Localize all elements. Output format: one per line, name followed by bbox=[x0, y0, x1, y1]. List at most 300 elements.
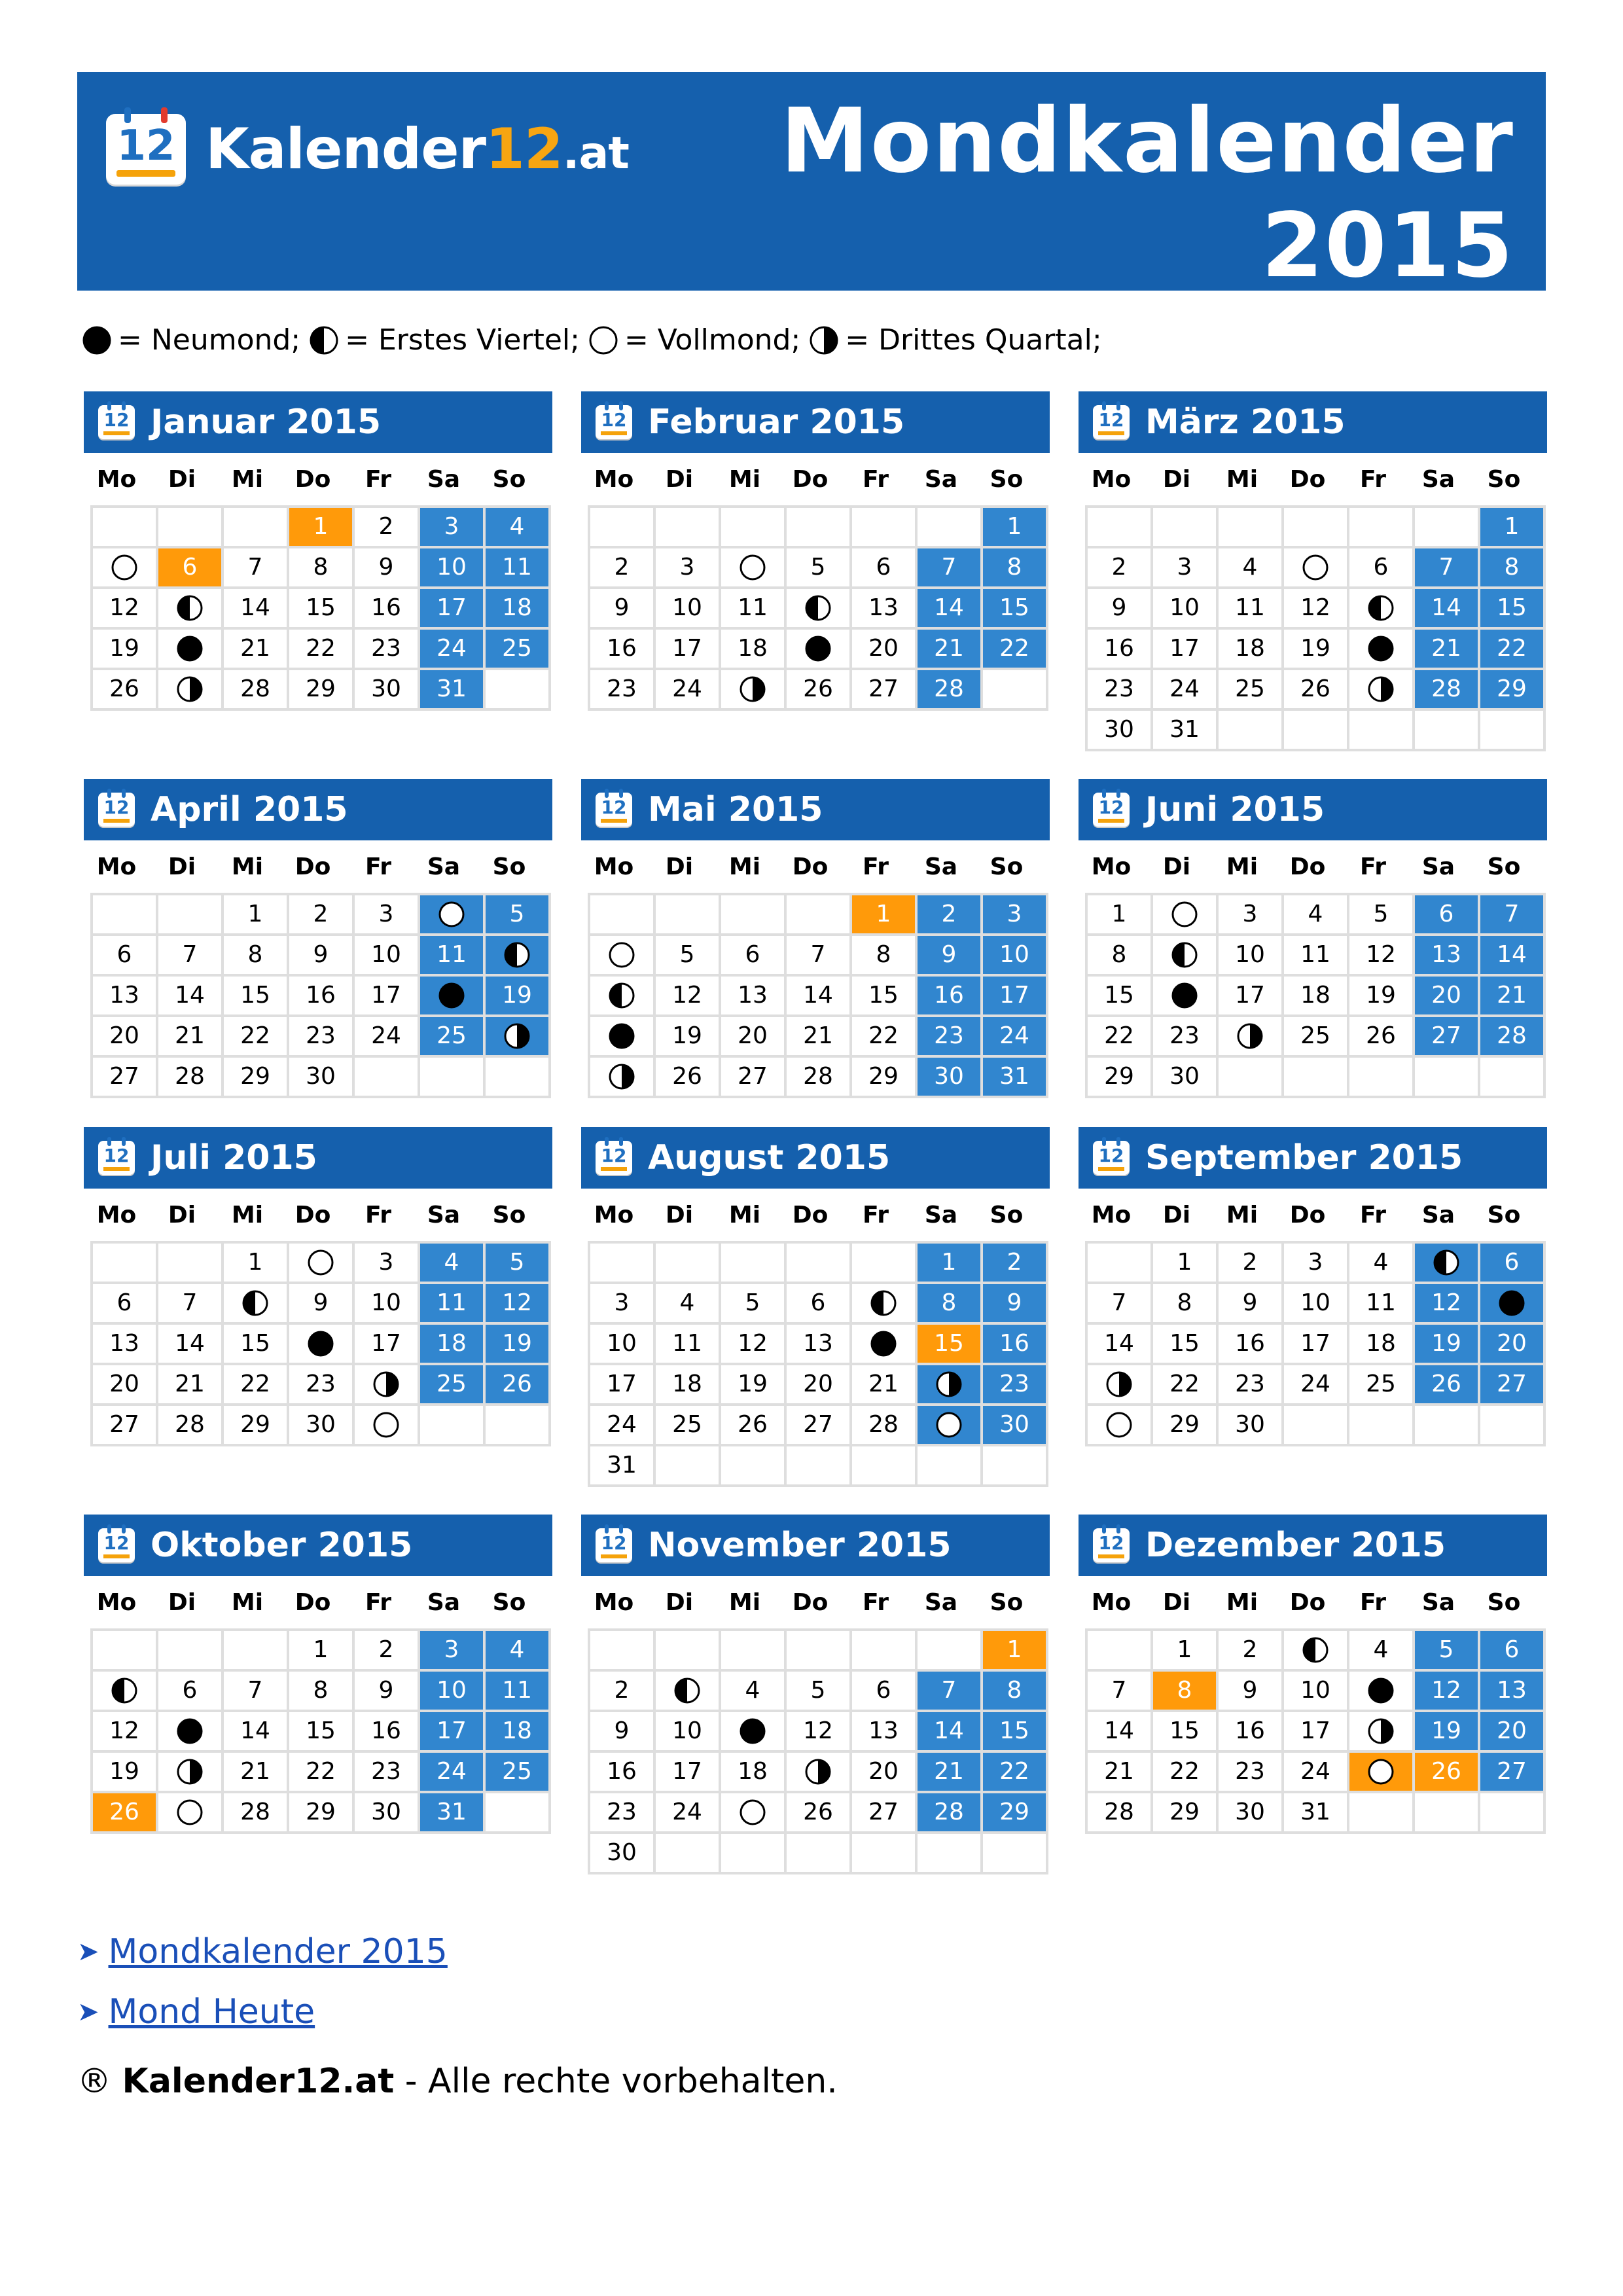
day-cell: 24 bbox=[656, 670, 721, 711]
day-cell: 28 bbox=[1480, 1017, 1546, 1058]
day-cell: 30 bbox=[1219, 1406, 1284, 1446]
day-cell: 10 bbox=[656, 589, 721, 630]
day-cell: 17 bbox=[1153, 630, 1219, 670]
week-row bbox=[590, 1284, 1048, 1325]
calendar-icon bbox=[1093, 405, 1130, 439]
day-cell: 17 bbox=[420, 589, 486, 630]
day-cell-moon-first bbox=[486, 936, 551, 977]
full-moon-icon bbox=[1302, 554, 1329, 581]
day-cell: 1 bbox=[289, 1631, 355, 1672]
weekday-label: So bbox=[492, 853, 526, 880]
day-cell: 27 bbox=[787, 1406, 852, 1446]
month-calendar bbox=[581, 1127, 1050, 1487]
empty-day-cell bbox=[1349, 711, 1415, 751]
calendar-icon-number: 12 bbox=[103, 1145, 130, 1166]
week-row bbox=[93, 1753, 551, 1793]
weekday-label: Do bbox=[792, 465, 829, 493]
empty-day-cell bbox=[93, 1244, 158, 1284]
first-quarter-icon bbox=[111, 1677, 137, 1704]
empty-day-cell bbox=[590, 1631, 656, 1672]
empty-day-cell bbox=[158, 1244, 224, 1284]
day-cell: 8 bbox=[289, 548, 355, 589]
empty-day-cell bbox=[1153, 508, 1219, 548]
month-calendar bbox=[581, 779, 1050, 1101]
logo[interactable] bbox=[106, 110, 629, 188]
calendar-icon bbox=[98, 793, 135, 827]
day-cell: 10 bbox=[1153, 589, 1219, 630]
day-cell: 29 bbox=[1088, 1058, 1153, 1098]
week-row bbox=[1088, 711, 1546, 751]
full-moon-icon bbox=[936, 1412, 962, 1438]
weekday-row bbox=[1079, 453, 1547, 505]
day-cell-moon-first bbox=[656, 1672, 721, 1712]
day-cell: 10 bbox=[590, 1325, 656, 1365]
last-quarter-icon bbox=[1368, 676, 1394, 702]
day-cell: 26 bbox=[1349, 1017, 1415, 1058]
day-cell: 12 bbox=[93, 1712, 158, 1753]
week-row bbox=[590, 1834, 1048, 1874]
day-cell: 6 bbox=[158, 1672, 224, 1712]
day-cell-moon-first bbox=[1153, 936, 1219, 977]
day-cell: 7 bbox=[1088, 1672, 1153, 1712]
weekday-label: So bbox=[990, 853, 1024, 880]
day-cell: 10 bbox=[983, 936, 1048, 977]
day-cell-moon-full bbox=[721, 1793, 787, 1834]
empty-day-cell bbox=[656, 895, 721, 936]
day-cell: 8 bbox=[983, 548, 1048, 589]
moon-phase-legend bbox=[82, 321, 1111, 360]
weekday-label: Do bbox=[294, 465, 331, 493]
day-cell: 2 bbox=[289, 895, 355, 936]
empty-day-cell bbox=[983, 670, 1048, 711]
empty-day-cell bbox=[224, 1631, 289, 1672]
day-cell: 25 bbox=[420, 1365, 486, 1406]
day-cell: 30 bbox=[289, 1406, 355, 1446]
weekday-label: Do bbox=[1289, 465, 1326, 493]
empty-day-cell bbox=[721, 1244, 787, 1284]
week-row bbox=[93, 589, 551, 630]
day-cell-moon-new bbox=[590, 1017, 656, 1058]
day-cell: 3 bbox=[420, 1631, 486, 1672]
day-cell: 6 bbox=[1349, 548, 1415, 589]
day-cell: 19 bbox=[1349, 977, 1415, 1017]
weekday-label: Mo bbox=[1091, 853, 1132, 880]
day-cell: 21 bbox=[1480, 977, 1546, 1017]
empty-day-cell bbox=[1480, 711, 1546, 751]
week-row bbox=[590, 977, 1048, 1017]
empty-day-cell bbox=[486, 1058, 551, 1098]
day-cell: 27 bbox=[852, 1793, 918, 1834]
empty-day-cell bbox=[1415, 711, 1480, 751]
weekday-row bbox=[84, 840, 552, 893]
month-title: Oktober 2015 bbox=[151, 1526, 413, 1565]
day-grid bbox=[588, 893, 1048, 1098]
day-cell: 13 bbox=[787, 1325, 852, 1365]
weekday-row bbox=[1079, 1576, 1547, 1628]
week-row bbox=[93, 1793, 551, 1834]
day-cell: 16 bbox=[1219, 1712, 1284, 1753]
day-cell: 25 bbox=[1349, 1365, 1415, 1406]
month-calendar bbox=[84, 1515, 552, 1834]
day-cell: 31 bbox=[1153, 711, 1219, 751]
day-grid bbox=[1085, 893, 1546, 1098]
day-cell: 18 bbox=[420, 1325, 486, 1365]
day-cell: 23 bbox=[983, 1365, 1048, 1406]
day-cell: 27 bbox=[93, 1058, 158, 1098]
day-cell-moon-new bbox=[158, 630, 224, 670]
empty-day-cell bbox=[1480, 1058, 1546, 1098]
last-quarter-icon bbox=[609, 1064, 635, 1090]
weekday-label: Di bbox=[168, 465, 196, 493]
week-row bbox=[1088, 548, 1546, 589]
day-cell: 11 bbox=[656, 1325, 721, 1365]
first-quarter-icon bbox=[1171, 942, 1198, 968]
day-cell-moon-full bbox=[420, 895, 486, 936]
full-moon-icon bbox=[609, 942, 635, 968]
weekday-label: So bbox=[990, 465, 1024, 493]
empty-day-cell bbox=[852, 1446, 918, 1487]
day-cell: 11 bbox=[486, 1672, 551, 1712]
empty-day-cell bbox=[158, 508, 224, 548]
day-cell: 18 bbox=[1219, 630, 1284, 670]
day-cell: 2 bbox=[918, 895, 983, 936]
weekday-label: So bbox=[492, 465, 526, 493]
day-cell: 6 bbox=[852, 548, 918, 589]
day-cell: 28 bbox=[158, 1406, 224, 1446]
day-cell: 12 bbox=[721, 1325, 787, 1365]
day-cell-moon-last bbox=[158, 1753, 224, 1793]
day-cell: 18 bbox=[656, 1365, 721, 1406]
weekday-label: So bbox=[990, 1588, 1024, 1616]
empty-day-cell bbox=[1088, 1631, 1153, 1672]
day-cell: 14 bbox=[1415, 589, 1480, 630]
day-cell: 1 bbox=[918, 1244, 983, 1284]
week-row bbox=[1088, 1406, 1546, 1446]
full-moon-icon bbox=[1171, 901, 1198, 927]
empty-day-cell bbox=[656, 1631, 721, 1672]
day-cell: 15 bbox=[224, 977, 289, 1017]
day-cell: 2 bbox=[590, 1672, 656, 1712]
day-cell: 5 bbox=[486, 895, 551, 936]
day-cell: 26 bbox=[93, 670, 158, 711]
day-cell: 16 bbox=[983, 1325, 1048, 1365]
week-row bbox=[1088, 977, 1546, 1017]
weekday-label: Di bbox=[168, 1588, 196, 1616]
day-cell: 17 bbox=[656, 630, 721, 670]
week-row bbox=[1088, 895, 1546, 936]
logo-accent: 12 bbox=[486, 117, 563, 182]
empty-day-cell bbox=[1284, 711, 1349, 751]
day-cell: 1 bbox=[1153, 1244, 1219, 1284]
week-row bbox=[93, 1712, 551, 1753]
day-cell: 20 bbox=[1480, 1325, 1546, 1365]
day-cell: 21 bbox=[787, 1017, 852, 1058]
weekday-label: Fr bbox=[365, 1201, 392, 1229]
weekday-label: Sa bbox=[427, 465, 461, 493]
day-cell: 8 bbox=[289, 1672, 355, 1712]
day-cell-moon-last bbox=[590, 1058, 656, 1098]
day-cell: 29 bbox=[1153, 1793, 1219, 1834]
day-cell: 24 bbox=[355, 1017, 420, 1058]
empty-day-cell bbox=[1219, 508, 1284, 548]
day-cell: 14 bbox=[1088, 1712, 1153, 1753]
new-moon-icon bbox=[740, 1718, 766, 1744]
weekday-label: Mi bbox=[728, 465, 761, 493]
empty-day-cell bbox=[787, 1834, 852, 1874]
empty-day-cell bbox=[1480, 1793, 1546, 1834]
new-moon-icon bbox=[177, 636, 203, 662]
month-header bbox=[581, 391, 1050, 453]
day-cell: 8 bbox=[983, 1672, 1048, 1712]
weekday-row bbox=[84, 1576, 552, 1628]
day-cell-moon-last bbox=[918, 1365, 983, 1406]
week-row bbox=[93, 977, 551, 1017]
day-grid bbox=[90, 893, 551, 1098]
day-cell: 22 bbox=[224, 1017, 289, 1058]
day-cell-moon-first bbox=[1284, 1631, 1349, 1672]
day-cell: 7 bbox=[918, 548, 983, 589]
week-row bbox=[93, 508, 551, 548]
week-row bbox=[590, 508, 1048, 548]
weekday-label: Do bbox=[294, 1588, 331, 1616]
day-cell: 3 bbox=[590, 1284, 656, 1325]
week-row bbox=[590, 1446, 1048, 1487]
day-cell: 9 bbox=[590, 589, 656, 630]
day-cell: 29 bbox=[224, 1058, 289, 1098]
day-cell: 1 bbox=[1088, 895, 1153, 936]
empty-day-cell bbox=[590, 1244, 656, 1284]
day-cell: 14 bbox=[918, 1712, 983, 1753]
day-cell: 9 bbox=[355, 548, 420, 589]
month-calendar bbox=[581, 1515, 1050, 1874]
calendar-icon-number: 12 bbox=[103, 409, 130, 431]
footer-symbol: ® bbox=[77, 2062, 111, 2101]
weekday-label: Mi bbox=[728, 1201, 761, 1229]
month-header bbox=[84, 1515, 552, 1576]
day-cell: 4 bbox=[1284, 895, 1349, 936]
day-cell: 22 bbox=[1088, 1017, 1153, 1058]
day-cell: 20 bbox=[93, 1017, 158, 1058]
day-cell: 7 bbox=[787, 936, 852, 977]
new-moon-icon bbox=[1368, 1677, 1394, 1704]
day-cell-moon-last bbox=[1219, 1017, 1284, 1058]
day-grid bbox=[90, 505, 551, 711]
day-cell: 12 bbox=[787, 1712, 852, 1753]
day-cell: 1 bbox=[224, 1244, 289, 1284]
week-row bbox=[590, 630, 1048, 670]
day-cell-moon-first bbox=[1415, 1244, 1480, 1284]
calendar-icon bbox=[596, 793, 632, 827]
month-title: Dezember 2015 bbox=[1145, 1526, 1446, 1565]
last-quarter-icon bbox=[805, 1759, 831, 1785]
full-moon-icon bbox=[589, 326, 618, 355]
day-cell: 21 bbox=[158, 1365, 224, 1406]
day-cell: 18 bbox=[1349, 1325, 1415, 1365]
empty-day-cell bbox=[787, 1446, 852, 1487]
day-cell: 13 bbox=[1415, 936, 1480, 977]
empty-day-cell bbox=[486, 1406, 551, 1446]
day-cell-moon-new bbox=[1349, 630, 1415, 670]
weekday-row bbox=[84, 1189, 552, 1241]
calendar-icon bbox=[596, 1141, 632, 1175]
weekday-label: Mo bbox=[96, 465, 137, 493]
day-cell: 13 bbox=[852, 1712, 918, 1753]
day-cell: 28 bbox=[224, 670, 289, 711]
day-cell: 4 bbox=[1219, 548, 1284, 589]
day-cell: 9 bbox=[983, 1284, 1048, 1325]
empty-day-cell bbox=[721, 1631, 787, 1672]
week-row bbox=[93, 548, 551, 589]
day-cell: 29 bbox=[224, 1406, 289, 1446]
full-moon-icon bbox=[740, 1799, 766, 1825]
day-cell-moon-first bbox=[852, 1284, 918, 1325]
empty-day-cell bbox=[1284, 1406, 1349, 1446]
month-title: Juni 2015 bbox=[1145, 790, 1325, 829]
day-cell: 26 bbox=[787, 1793, 852, 1834]
first-quarter-icon bbox=[609, 982, 635, 1009]
weekday-label: Fr bbox=[862, 1588, 889, 1616]
day-cell: 2 bbox=[355, 1631, 420, 1672]
first-quarter-icon bbox=[1368, 595, 1394, 621]
week-row bbox=[1088, 1631, 1546, 1672]
day-cell: 25 bbox=[486, 630, 551, 670]
calendar-icon-number: 12 bbox=[1098, 409, 1124, 431]
new-moon-icon bbox=[1171, 982, 1198, 1009]
day-cell: 16 bbox=[355, 1712, 420, 1753]
empty-day-cell bbox=[656, 1244, 721, 1284]
month-header bbox=[581, 779, 1050, 840]
day-cell: 14 bbox=[918, 589, 983, 630]
week-row bbox=[590, 548, 1048, 589]
day-cell: 14 bbox=[158, 1325, 224, 1365]
day-cell: 23 bbox=[1219, 1753, 1284, 1793]
day-cell: 11 bbox=[420, 1284, 486, 1325]
day-cell: 15 bbox=[1088, 977, 1153, 1017]
day-cell: 21 bbox=[1088, 1753, 1153, 1793]
empty-day-cell bbox=[983, 1834, 1048, 1874]
empty-day-cell bbox=[590, 508, 656, 548]
day-cell: 27 bbox=[93, 1406, 158, 1446]
day-cell: 14 bbox=[1088, 1325, 1153, 1365]
calendar-icon bbox=[1093, 1141, 1130, 1175]
day-cell: 30 bbox=[983, 1406, 1048, 1446]
weekday-label: Di bbox=[1162, 853, 1191, 880]
full-moon-icon bbox=[1106, 1412, 1132, 1438]
week-row bbox=[590, 1325, 1048, 1365]
weekday-label: Sa bbox=[924, 465, 958, 493]
day-cell-moon-first bbox=[787, 589, 852, 630]
last-quarter-icon bbox=[504, 1023, 530, 1049]
first-quarter-icon bbox=[177, 595, 203, 621]
weekday-label: Do bbox=[294, 853, 331, 880]
day-cell: 11 bbox=[420, 936, 486, 977]
month-calendar bbox=[84, 1127, 552, 1446]
empty-day-cell bbox=[420, 1406, 486, 1446]
empty-day-cell bbox=[1415, 1406, 1480, 1446]
day-cell: 17 bbox=[1284, 1325, 1349, 1365]
day-cell: 10 bbox=[1219, 936, 1284, 977]
legend-label-full: = Vollmond; bbox=[624, 323, 801, 357]
last-quarter-icon bbox=[936, 1371, 962, 1397]
day-cell: 22 bbox=[1153, 1753, 1219, 1793]
new-moon-icon bbox=[805, 636, 831, 662]
weekday-label: Do bbox=[294, 1201, 331, 1229]
empty-day-cell bbox=[486, 1793, 551, 1834]
day-cell-moon-full bbox=[590, 936, 656, 977]
day-cell: 3 bbox=[1153, 548, 1219, 589]
day-cell: 20 bbox=[852, 630, 918, 670]
day-cell-moon-new bbox=[420, 977, 486, 1017]
weekday-label: So bbox=[1487, 1201, 1521, 1229]
link-mondkalender[interactable]: Mondkalender 2015 bbox=[108, 1932, 448, 1971]
day-cell-moon-full bbox=[1284, 548, 1349, 589]
day-cell: 28 bbox=[224, 1793, 289, 1834]
weekday-label: Mo bbox=[96, 1201, 137, 1229]
day-cell: 26 bbox=[787, 670, 852, 711]
day-cell: 23 bbox=[590, 670, 656, 711]
day-cell: 5 bbox=[656, 936, 721, 977]
month-calendar bbox=[1079, 1127, 1547, 1449]
day-cell: 29 bbox=[983, 1793, 1048, 1834]
day-cell: 17 bbox=[983, 977, 1048, 1017]
day-cell: 17 bbox=[420, 1712, 486, 1753]
last-quarter-icon bbox=[1106, 1371, 1132, 1397]
week-row bbox=[1088, 508, 1546, 548]
link-mond-heute[interactable]: Mond Heute bbox=[108, 1992, 315, 2032]
weekday-label: Di bbox=[665, 1588, 694, 1616]
calendar-icon-number: 12 bbox=[601, 797, 627, 818]
weekday-label: Di bbox=[665, 853, 694, 880]
footer-text: - Alle rechte vorbehalten. bbox=[394, 2062, 838, 2101]
day-cell: 29 bbox=[1153, 1406, 1219, 1446]
day-cell: 21 bbox=[224, 630, 289, 670]
day-cell: 23 bbox=[918, 1017, 983, 1058]
day-cell-moon-first bbox=[93, 1672, 158, 1712]
day-cell: 29 bbox=[289, 670, 355, 711]
empty-day-cell bbox=[656, 1834, 721, 1874]
page-title-line2: 2015 bbox=[1261, 194, 1514, 298]
weekday-label: Sa bbox=[924, 853, 958, 880]
day-grid bbox=[588, 505, 1048, 711]
empty-day-cell bbox=[1284, 508, 1349, 548]
day-cell: 25 bbox=[1284, 1017, 1349, 1058]
month-header bbox=[84, 779, 552, 840]
day-cell: 1 bbox=[289, 508, 355, 548]
day-cell: 26 bbox=[721, 1406, 787, 1446]
day-cell: 29 bbox=[1480, 670, 1546, 711]
day-cell: 7 bbox=[224, 1672, 289, 1712]
day-cell: 1 bbox=[983, 1631, 1048, 1672]
day-grid bbox=[1085, 1241, 1546, 1446]
day-cell: 29 bbox=[289, 1793, 355, 1834]
day-cell: 18 bbox=[721, 630, 787, 670]
weekday-label: Sa bbox=[427, 1588, 461, 1616]
day-cell: 11 bbox=[1349, 1284, 1415, 1325]
day-cell: 19 bbox=[486, 1325, 551, 1365]
week-row bbox=[590, 1672, 1048, 1712]
day-cell: 30 bbox=[355, 670, 420, 711]
empty-day-cell bbox=[983, 1446, 1048, 1487]
day-cell: 3 bbox=[1284, 1244, 1349, 1284]
legend-label-first: = Erstes Viertel; bbox=[345, 323, 580, 357]
empty-day-cell bbox=[1088, 1244, 1153, 1284]
day-cell: 22 bbox=[852, 1017, 918, 1058]
month-header bbox=[581, 1127, 1050, 1189]
week-row bbox=[93, 936, 551, 977]
day-cell: 26 bbox=[656, 1058, 721, 1098]
day-cell-moon-last bbox=[1088, 1365, 1153, 1406]
month-title: Februar 2015 bbox=[648, 403, 905, 442]
